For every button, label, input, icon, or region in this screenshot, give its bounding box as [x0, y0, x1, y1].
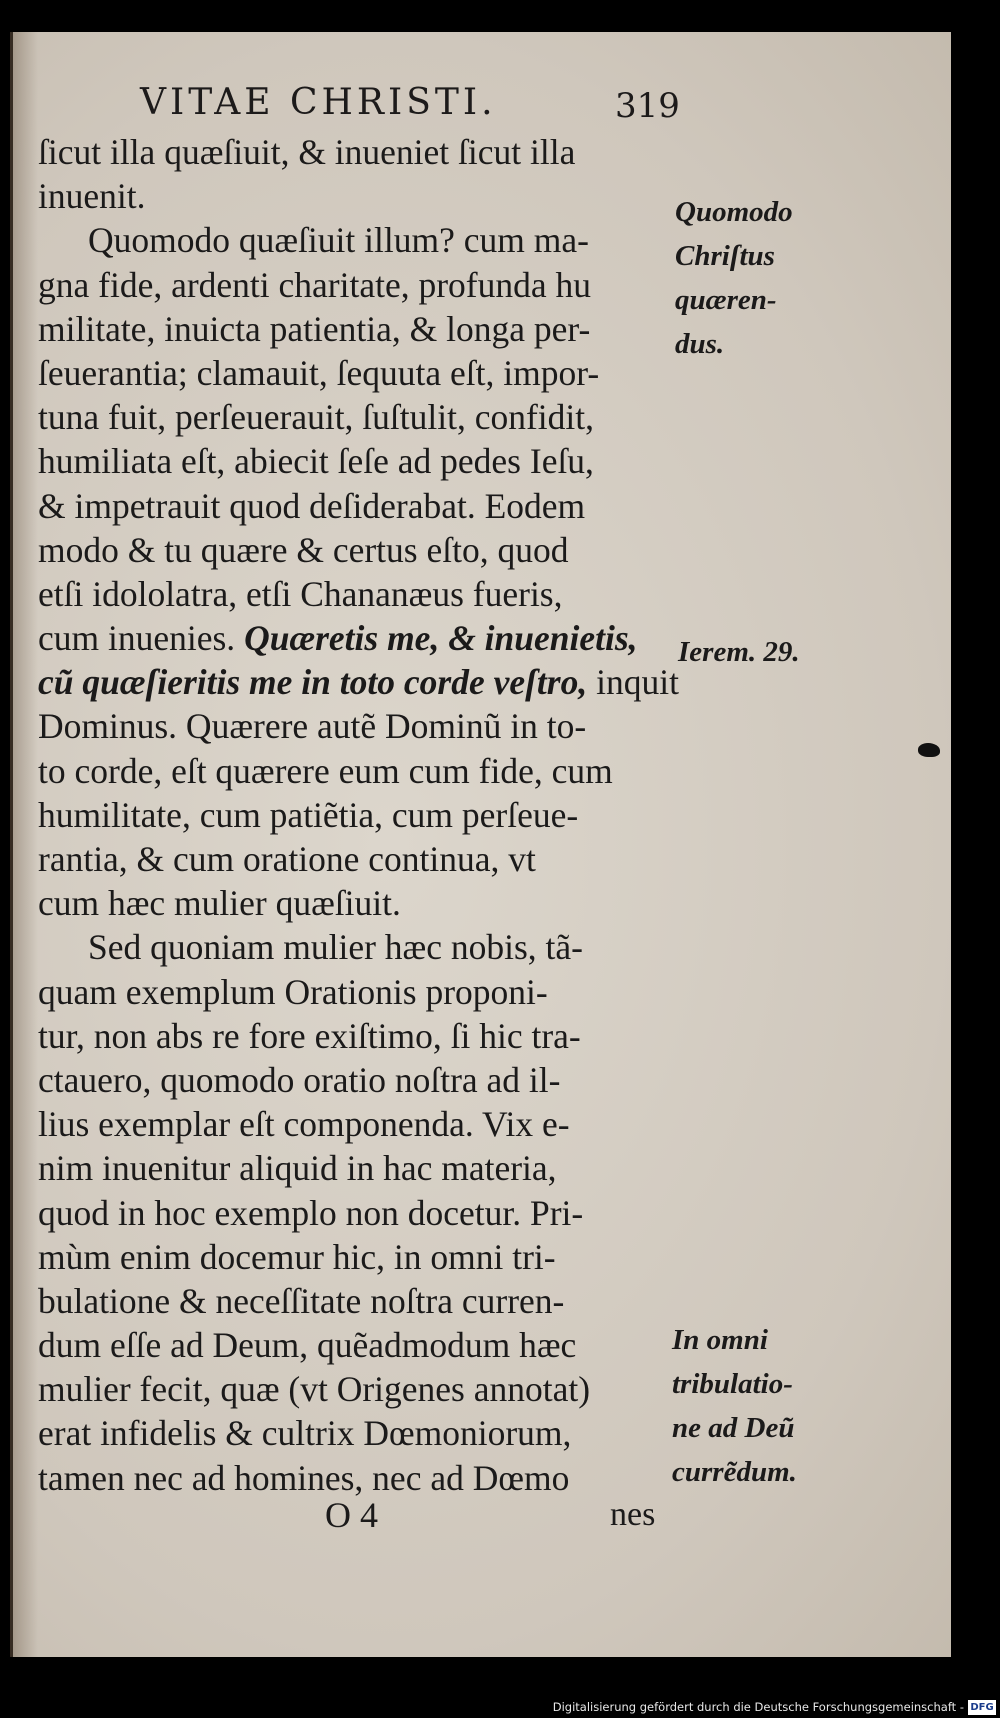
text-run: bulatione & neceſſitate noſtra curren-: [38, 1280, 565, 1321]
text-run: Dominus. Quærere autẽ Dominũ in to-: [38, 706, 587, 747]
text-run: tuna fuit, perſeuerauit, ſuſtulit, confidit,: [38, 397, 595, 438]
text-run: to corde, eſt quærere eum cum fide, cum: [38, 750, 613, 791]
text-line: [38, 704, 673, 748]
dfg-logo: DFG: [968, 1700, 996, 1715]
text-run: & impetrauit quod deſiderabat. Eodem: [38, 485, 586, 526]
text-run: gna fide, ardenti charitate, profunda hu: [38, 264, 591, 305]
text-line: [38, 174, 673, 218]
text-run: rantia, & cum oratione continua, vt: [38, 839, 536, 879]
text-line: [38, 881, 673, 925]
text-line: [38, 218, 673, 262]
text-line: [38, 572, 673, 616]
page-number: 319: [615, 86, 680, 126]
text-line: [38, 970, 673, 1014]
text-line: [38, 1411, 673, 1455]
text-run: ſeuerantia; clamauit, ſequuta eſt, impor-: [38, 352, 600, 393]
digitization-credit: Digitalisierung gefördert durch die Deutsche Forschungsgemeinschaft -: [552, 1700, 964, 1714]
running-head: VITAE CHRISTI.: [140, 82, 497, 123]
text-run: quod in hoc exemplo non docetur. Pri-: [38, 1192, 584, 1233]
text-line: [38, 1191, 673, 1235]
text-run: humilitate, cum patiẽtia, cum perſeue-: [38, 794, 579, 835]
scripture-quote: Quæretis me, & inuenietis,: [244, 618, 638, 659]
signature-mark: O 4: [325, 1495, 378, 1535]
text-line: [38, 925, 673, 969]
text-run: cum inuenies.: [38, 618, 245, 659]
text-line: [38, 307, 673, 351]
scripture-quote: cũ quæſieritis me in toto corde veſtro,: [38, 662, 588, 703]
text-run: mùm enim docemur hic, in omni tri-: [38, 1236, 556, 1277]
margin-note-ierem: [678, 630, 800, 674]
text-line: [38, 1102, 673, 1146]
text-run: Sed quoniam mulier hæc nobis, tã-: [88, 927, 583, 968]
text-line: [38, 439, 673, 483]
text-run: humiliata eſt, abiecit ſeſe ad pedes Ieſu,: [38, 441, 594, 482]
text-line: [38, 1323, 673, 1367]
text-line: [38, 351, 673, 395]
margin-note-line: Ierem. 29.: [678, 636, 800, 668]
text-line: [38, 484, 673, 528]
text-run: erat infidelis & cultrix Dœmoniorum,: [38, 1413, 572, 1454]
text-run: inuenit.: [38, 176, 146, 217]
margin-note-line: In omni: [672, 1324, 768, 1356]
text-line: [38, 528, 673, 572]
gutter-shadow: [10, 32, 38, 1657]
margin-note-line: Quomodo: [675, 196, 793, 228]
margin-note-line: Chriſtus: [675, 240, 775, 272]
text-run: quam exemplum Orationis proponi-: [38, 971, 548, 1012]
text-line: [38, 1146, 673, 1190]
text-run: militate, inuicta patientia, & longa per-: [38, 308, 591, 349]
text-run: inquit: [587, 662, 679, 703]
text-line: [38, 130, 673, 174]
text-line: [38, 793, 673, 837]
text-line: [38, 1235, 673, 1279]
text-line: [38, 1279, 673, 1323]
text-run: lius exemplar eſt componenda. Vix e-: [38, 1104, 570, 1145]
text-run: dum eſſe ad Deum, quẽadmodum hæc: [38, 1325, 577, 1366]
text-line: [38, 1367, 673, 1411]
body-text: [38, 130, 679, 1500]
text-line: [38, 395, 673, 439]
catchword: nes: [610, 1496, 656, 1533]
text-line: [38, 263, 673, 307]
text-run: ſicut illa quæſiuit, & inueniet ſicut illa: [38, 132, 576, 172]
text-line: [38, 749, 673, 793]
text-run: etſi idololatra, etſi Chananæus fueris,: [38, 573, 563, 614]
text-line: [38, 1058, 673, 1102]
margin-note-line: tribulatio-: [672, 1368, 793, 1400]
text-run: ctauero, quomodo oratio noſtra ad il-: [38, 1059, 561, 1100]
text-run: mulier fecit, quæ (vt Origenes annotat): [38, 1369, 591, 1410]
margin-note-line: currẽdum.: [672, 1456, 797, 1488]
margin-note-line: quæren-: [675, 284, 777, 316]
margin-note-in-omni: [672, 1318, 797, 1494]
text-run: modo & tu quære & certus eſto, quod: [38, 529, 569, 570]
margin-note-line: ne ad Deũ: [672, 1412, 795, 1444]
margin-note-line: dus.: [675, 328, 725, 360]
text-line: [38, 616, 673, 660]
ink-blot: [918, 743, 940, 757]
text-run: tur, non abs re fore exiſtimo, ſi hic tra-: [38, 1015, 581, 1056]
text-run: Quomodo quæſiuit illum? cum ma-: [88, 220, 589, 261]
text-run: cum hæc mulier quæſiuit.: [38, 883, 401, 924]
text-run: nim inuenitur aliquid in hac materia,: [38, 1148, 557, 1189]
text-run: tamen nec ad homines, nec ad Dœmo: [38, 1457, 570, 1498]
text-line: [38, 837, 673, 881]
margin-note-quomodo: [675, 190, 793, 366]
text-line: [38, 1014, 673, 1058]
text-line: [38, 660, 679, 704]
